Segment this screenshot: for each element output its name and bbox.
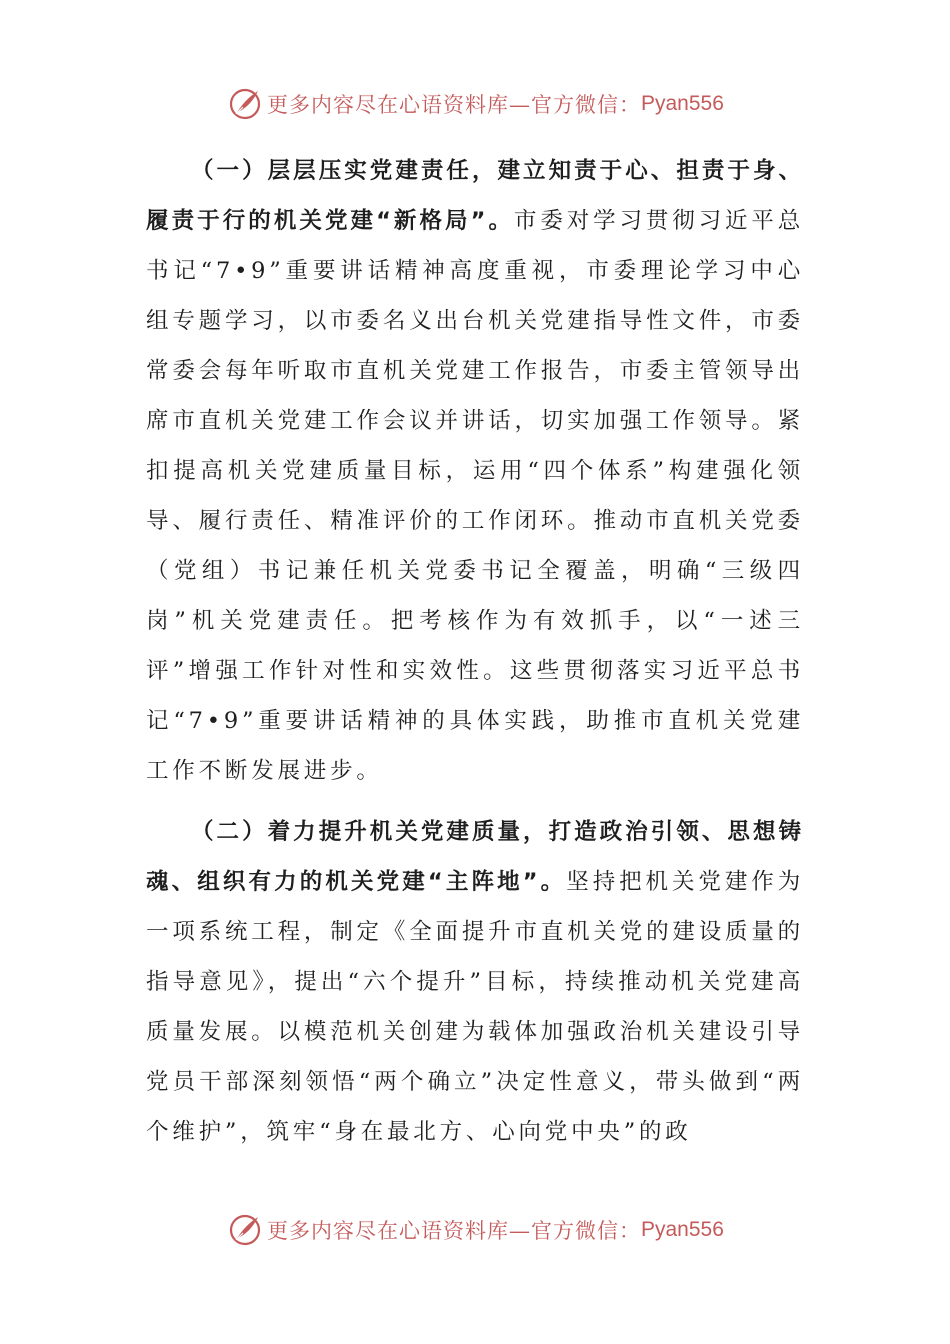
section-text: 坚持把机关党建作为一项系统工程，制定《全面提升市直机关党的建设质量的指导意见》，提出“六个提升”目标，持续推动机关党建高质量发展。以模范机关创建为载体加强政治机关建设引导党员干部深刻领悟“两个确立”决定性意义，带头做到“两个维护”，筑牢“身在最北方、心向党中央”的政 bbox=[146, 869, 804, 1145]
section-text: 市委对学习贯彻习近平总书记“7•9”重要讲话精神高度重视，市委理论学习中心组专题学习，以市委名义出台机关党建指导性文件，市委常委会每年听取市直机关党建工作报告，市委主管领导出席市直机关党建工作会议并讲话，切实加强工作领导。紧扣提高机关党建质量目标，运用“四个体系”构建强化领导、履行责任、精准评价的工作闭环。推动市直机关党委（党组）书记兼任机关党委书记全覆盖，明确“三级四岗”机关党建责任。把考核作为有效抓手，以“一述三评”增强工作针对性和实效性。这些贯彻落实习近平总书记“7•9”重要讲话精神的具体实践，助推市直机关党建工作不断发展进步。 bbox=[146, 208, 804, 784]
watermark-wechat-id: Pyan556 bbox=[641, 1218, 724, 1241]
footer-watermark bbox=[227, 1210, 727, 1250]
quill-pen-seal-icon bbox=[227, 86, 263, 122]
document-body bbox=[146, 146, 804, 1157]
header-watermark bbox=[227, 84, 727, 124]
section-heading: （一）层层压实党建责任，建立知责于心、担责于身、履责于行的机关党建“新格局”。 bbox=[146, 158, 804, 234]
watermark-text: 更多内容尽在心语资料库—官方微信： bbox=[267, 1219, 641, 1243]
watermark-text: 更多内容尽在心语资料库—官方微信： bbox=[267, 93, 641, 117]
paragraph-section-2 bbox=[146, 807, 804, 1157]
watermark-wechat-id: Pyan556 bbox=[641, 92, 724, 115]
section-heading: （二）着力提升机关党建质量，打造政治引领、思想铸魂、组织有力的机关党建“主阵地”。 bbox=[146, 819, 804, 895]
quill-pen-seal-icon bbox=[227, 1212, 263, 1248]
paragraph-section-1 bbox=[146, 146, 804, 796]
